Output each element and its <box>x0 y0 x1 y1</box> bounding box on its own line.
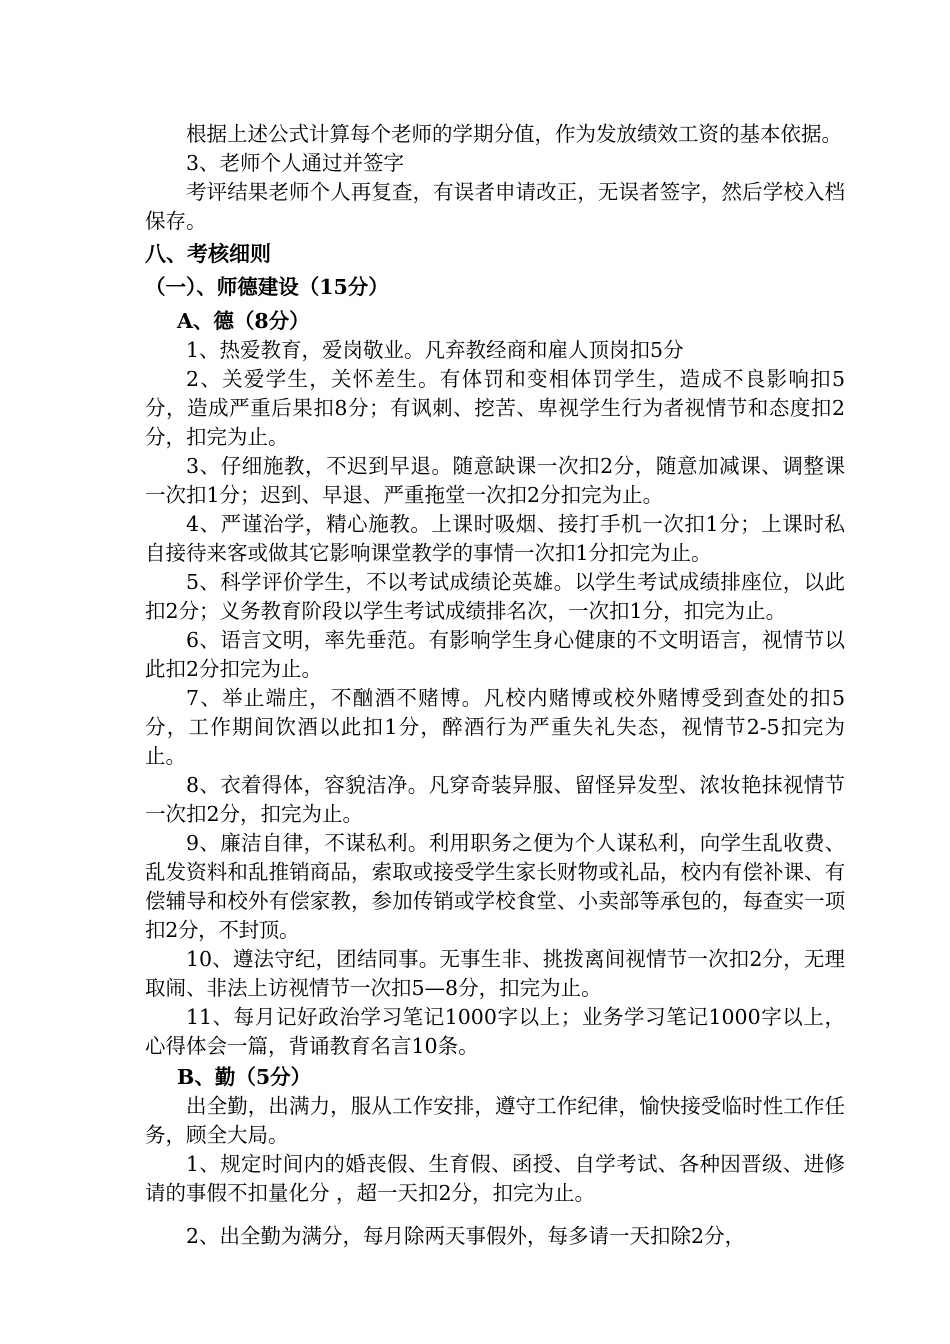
de-item-2: 2、关爱学生，关怀差生。有体罚和变相体罚学生，造成不良影响扣5分，造成严重后果扣8分；有讽刺、挖苦、卑视学生行为者视情节和态度扣2分，扣完为止。 <box>145 367 845 449</box>
section-title: 八、考核细则 <box>145 241 271 266</box>
de-item-3: 3、仔细施教，不迟到早退。随意缺课一次扣2分，随意加减课、调整课一次扣1分；迟到、早退、严重拖堂一次扣2分扣完为止。 <box>145 454 845 507</box>
paragraph-review: 考评结果老师个人再复查，有误者申请改正，无误者签字，然后学校入档保存。 <box>145 180 845 233</box>
qin-intro: 出全勤，出满力，服从工作安排，遵守工作纪律，愉快接受临时性工作任务，顾全大局。 <box>145 1094 845 1147</box>
de-item-6: 6、语言文明，率先垂范。有影响学生身心健康的不文明语言，视情节以此扣2分扣完为止。 <box>145 628 845 681</box>
de-item-10: 10、遵法守纪，团结同事。无事生非、挑拨离间视情节一次扣2分，无理取闹、非法上访视情节一次扣5—8分，扣完为止。 <box>145 947 845 1000</box>
de-item-11: 11、每月记好政治学习笔记1000字以上；业务学习笔记1000字以上，心得体会一篇，背诵教育名言10条。 <box>145 1005 845 1058</box>
de-item-4: 4、严谨治学，精心施教。上课时吸烟、接打手机一次扣1分；上课时私自接待来客或做其它影响课堂教学的事情一次扣1分扣完为止。 <box>145 512 845 565</box>
document-page <box>145 120 845 1251</box>
de-item-9: 9、廉洁自律，不谋私利。利用职务之便为个人谋私利，向学生乱收费、乱发资料和乱推销商品，索取或接受学生家长财物或礼品，校内有偿补课、有偿辅导和校外有偿家教，参加传销或学校食堂、小卖部等承包的，每查实一项扣2分，不封顶。 <box>145 831 845 942</box>
qin-item-1: 1、规定时间内的婚丧假、生育假、函授、自学考试、各种因晋级、进修请的事假不扣量化分 ，超一天扣2分，扣完为止。 <box>145 1152 845 1205</box>
de-item-5: 5、科学评价学生，不以考试成绩论英雄。以学生考试成绩排座位，以此扣2分；义务教育阶段以学生考试成绩排名次，一次扣1分，扣完为止。 <box>145 570 845 623</box>
de-item-1: 1、热爱教育，爱岗敬业。凡弃教经商和雇人顶岗扣5分 <box>186 338 684 362</box>
paragraph-sign-title: 3、老师个人通过并签字 <box>186 151 405 175</box>
paragraph-gap <box>145 1208 845 1222</box>
paragraph-basis: 根据上述公式计算每个老师的学期分值，作为发放绩效工资的基本依据。 <box>186 122 842 146</box>
subsection-title: （一）、师德建设（15分） <box>145 275 389 299</box>
qin-item-2: 2、出全勤为满分，每月除两天事假外，每多请一天扣除2分， <box>186 1224 746 1248</box>
heading-qin: B、勤（5分） <box>177 1065 312 1089</box>
heading-de: A、德（8分） <box>177 309 310 333</box>
de-item-7: 7、举止端庄，不酗酒不赌博。凡校内赌博或校外赌博受到查处的扣5分，工作期间饮酒以此扣1分，醉酒行为严重失礼失态，视情节2-5扣完为止。 <box>145 686 845 768</box>
de-item-8: 8、衣着得体，容貌洁净。凡穿奇装异服、留怪异发型、浓妆艳抹视情节一次扣2分，扣完为止。 <box>145 773 845 826</box>
